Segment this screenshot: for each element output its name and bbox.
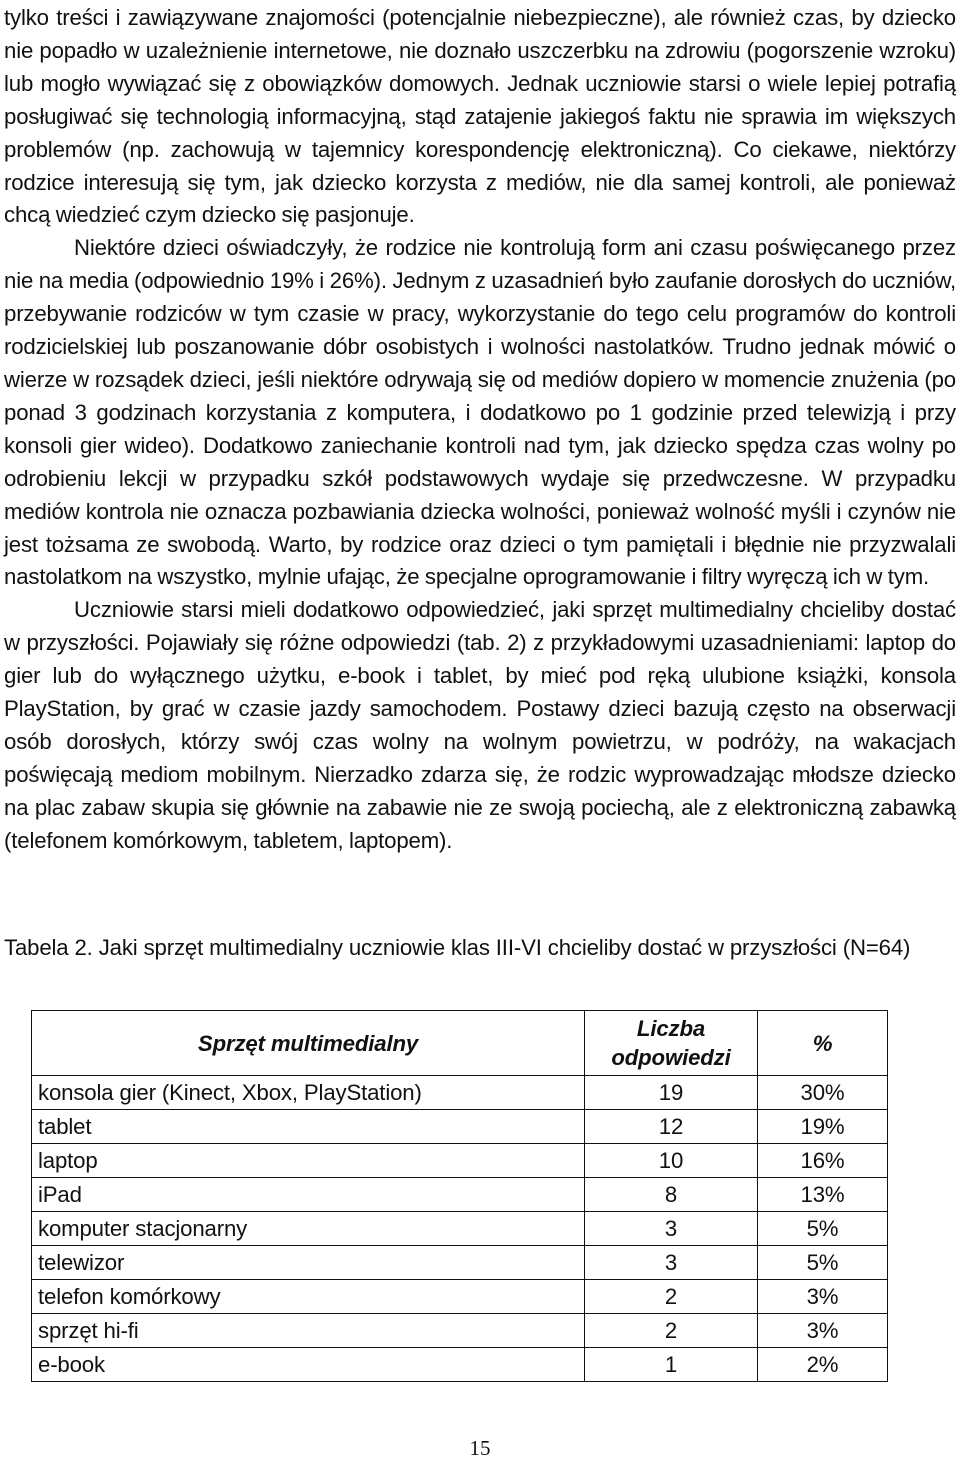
header-count-line2: odpowiedzi	[611, 1045, 731, 1070]
header-count	[585, 1011, 758, 1076]
paragraph-2: Niektóre dzieci oświadczyły, że rodzice nie kontrolują form ani czasu poświęcanego przez nie na media (odpowiednio 19% i 26%). Jednym z uzasadnień było zaufanie dorosłych do uczniów, przebywanie rodziców w tym czasie w pracy, wykorzystanie do tego celu programów do kontroli rodzicielskiej lub poszanowanie dóbr osobistych i wolności nastolatków. Trudno jednak mówić o wierze w rozsądek dzieci, jeśli niektóre odrywają się od mediów dopiero w momencie znużenia (po ponad 3 godzinach korzystania z komputera, i dodatkowo po 1 godzinie przed telewizją i przy konsoli gier wideo). Dodatkowo zaniechanie kontroli nad tym, jak dziecko spędza czas wolny po odrobieniu lekcji w przypadku szkół podstawowych wydaje się przedwczesne. W przypadku mediów kontrola nie oznacza pozbawiania dziecka wolności, ponieważ wolność myśli i czynów nie jest tożsama ze swobodą. Warto, by rodzice oraz dzieci o tym pamiętali i błędnie nie przyzwalali nastolatkom na wszystko, mylnie ufając, że specjalne oprogramowanie i filtry wyręczą ich w tym.	[4, 235, 956, 590]
table-row	[32, 1110, 888, 1144]
table-row	[32, 1280, 888, 1314]
row-equipment: sprzęt hi-fi	[32, 1314, 585, 1348]
paragraph-1: tylko treści i zawiązywane znajomości (potencjalnie niebezpieczne), ale również czas, by dziecko nie popadło w uzależnienie internetowe, nie doznało uszczerbku na zdrowiu (pogorszenie wzroku) lub mogło wywiązać się z obowiązków domowych. Jednak uczniowie starsi o wiele lepiej potrafią posługiwać się technologią informacyjną, stąd zatajenie jakiegoś faktu nie sprawia im większych problemów (np. zachowują w tajemnicy korespondencję elektroniczną). Co ciekawe, niektórzy rodzice interesują się tym, jak dziecko korzysta z mediów, nie dla samej kontroli, ale ponieważ chcą wiedzieć czym dziecko się pasjonuje.	[4, 5, 956, 228]
table-row	[32, 1144, 888, 1178]
row-count: 3	[585, 1212, 758, 1246]
table-row	[32, 1212, 888, 1246]
row-percent: 3%	[758, 1314, 888, 1348]
row-percent: 16%	[758, 1144, 888, 1178]
row-percent: 30%	[758, 1076, 888, 1110]
row-equipment: laptop	[32, 1144, 585, 1178]
equipment-table	[31, 1010, 888, 1382]
row-percent: 19%	[758, 1110, 888, 1144]
row-percent: 2%	[758, 1348, 888, 1382]
row-percent: 3%	[758, 1280, 888, 1314]
row-equipment: telewizor	[32, 1246, 585, 1280]
row-equipment: komputer stacjonarny	[32, 1212, 585, 1246]
header-count-line1: Liczba	[636, 1016, 706, 1041]
row-count: 8	[585, 1178, 758, 1212]
row-percent: 5%	[758, 1246, 888, 1280]
row-count: 3	[585, 1246, 758, 1280]
header-equipment: Sprzęt multimedialny	[32, 1011, 585, 1076]
row-count: 19	[585, 1076, 758, 1110]
table-row	[32, 1076, 888, 1110]
row-count: 2	[585, 1314, 758, 1348]
row-count: 10	[585, 1144, 758, 1178]
header-percent: %	[758, 1011, 888, 1076]
row-equipment: iPad	[32, 1178, 585, 1212]
table-caption: Tabela 2. Jaki sprzęt multimedialny uczniowie klas III-VI chcieliby dostać w przyszłości (N=64)	[4, 935, 911, 960]
row-equipment: konsola gier (Kinect, Xbox, PlayStation)	[32, 1076, 585, 1110]
table-row	[32, 1178, 888, 1212]
page-number: 15	[469, 1436, 491, 1460]
body-text	[4, 2, 956, 858]
table-row	[32, 1314, 888, 1348]
row-count: 12	[585, 1110, 758, 1144]
row-percent: 13%	[758, 1178, 888, 1212]
row-percent: 5%	[758, 1212, 888, 1246]
row-equipment: tablet	[32, 1110, 585, 1144]
row-equipment: telefon komórkowy	[32, 1280, 585, 1314]
row-count: 2	[585, 1280, 758, 1314]
row-count: 1	[585, 1348, 758, 1382]
row-equipment: e-book	[32, 1348, 585, 1382]
table-header-row	[32, 1011, 888, 1076]
table-row	[32, 1246, 888, 1280]
table-row	[32, 1348, 888, 1382]
paragraph-3: Uczniowie starsi mieli dodatkowo odpowiedzieć, jaki sprzęt multimedialny chcieliby dostać w przyszłości. Pojawiały się różne odpowiedzi (tab. 2) z przykładowymi uzasadnieniami: laptop do gier lub do wyłącznego użytku, e-book i tablet, by mieć pod ręką ulubione książki, konsola PlayStation, by grać w czasie jazdy samochodem. Postawy dzieci bazują często na obserwacji osób dorosłych, którzy swój czas wolny na wolnym powietrzu, w podróży, na wakacjach poświęcają mediom mobilnym. Nierzadko zdarza się, że rodzic wyprowadzając młodsze dziecko na plac zabaw skupia się głównie na zabawie nie ze swoją pociechą, ale z elektroniczną zabawką (telefonem komórkowym, tabletem, laptopem).	[4, 597, 956, 853]
